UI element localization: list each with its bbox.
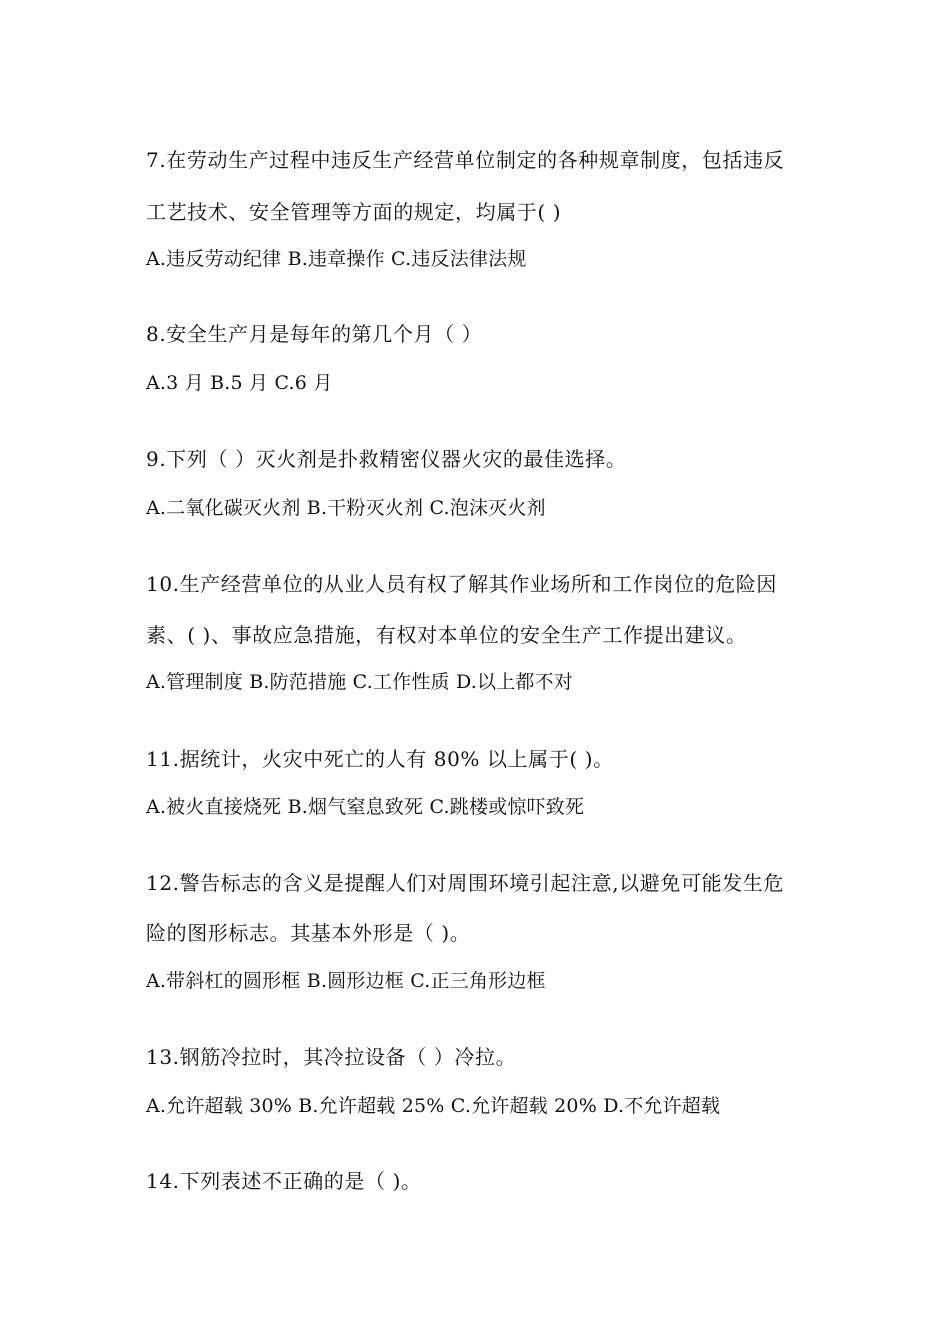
question-8-stem-line-1: 8.安全生产月是每年的第几个月（ ） (146, 322, 483, 346)
question-11-stem-line-1: 11.据统计，火灾中死亡的人有 80% 以上属于( )。 (146, 747, 614, 771)
question-12-options: A.带斜杠的圆形框 B.圆形边框 C.正三角形边框 (146, 970, 546, 992)
question-14-stem-line-1: 14.下列表述不正确的是（ )。 (146, 1169, 422, 1193)
question-9-options: A.二氧化碳灭火剂 B.干粉灭火剂 C.泡沫灭火剂 (146, 497, 546, 519)
question-10-stem-line-1: 10.生产经营单位的从业人员有权了解其作业场所和工作岗位的危险因 (146, 572, 778, 596)
question-13-options: A.允许超载 30% B.允许超载 25% C.允许超载 20% D.不允许超载 (146, 1095, 721, 1117)
question-10-options: A.管理制度 B.防范措施 C.工作性质 D.以上都不对 (146, 671, 573, 693)
question-12-stem-line-1: 12.警告标志的含义是提醒人们对周围环境引起注意,以避免可能发生危 (146, 871, 784, 895)
question-9-stem-line-1: 9.下列（ ）灭火剂是扑救精密仪器火灾的最佳选择。 (146, 447, 627, 471)
question-12-stem-line-2: 险的图形标志。其基本外形是（ )。 (146, 921, 471, 945)
question-11-options: A.被火直接烧死 B.烟气窒息致死 C.跳楼或惊吓致死 (146, 796, 585, 818)
question-13-stem-line-1: 13.钢筋冷拉时，其冷拉设备（ ）冷拉。 (146, 1045, 517, 1069)
question-7-options: A.违反劳动纪律 B.违章操作 C.违反法律法规 (146, 248, 527, 270)
question-8-options: A.3 月 B.5 月 C.6 月 (146, 372, 333, 394)
question-7-stem-line-2: 工艺技术、安全管理等方面的规定，均属于( ) (146, 200, 562, 224)
question-10-stem-line-2: 素、( )、事故应急措施，有权对本单位的安全生产工作提出建议。 (146, 623, 747, 647)
question-7-stem-line-1: 7.在劳动生产过程中违反生产经营单位制定的各种规章制度，包括违反 (146, 148, 785, 172)
